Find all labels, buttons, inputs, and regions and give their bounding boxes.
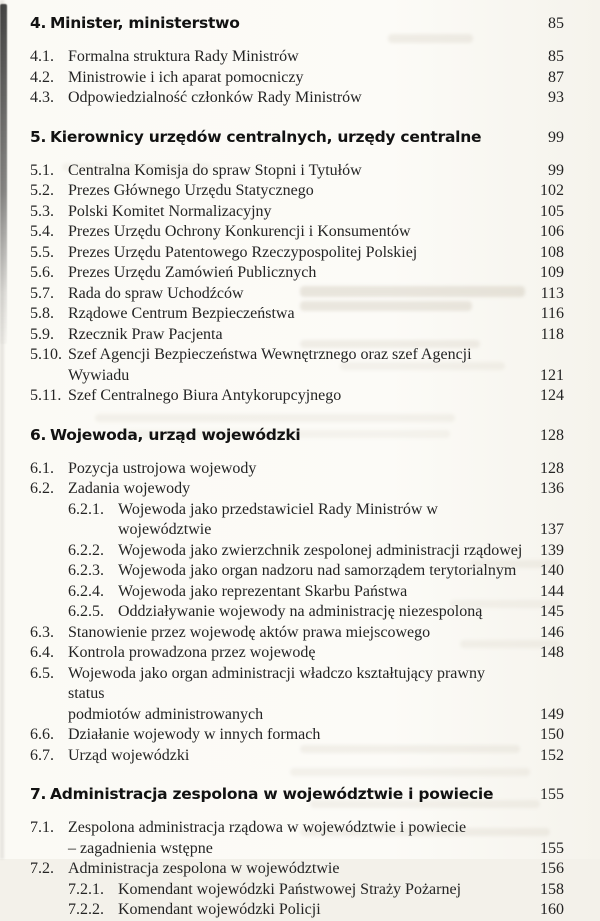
toc-section [30,783,564,921]
entry-title [68,623,524,644]
entry-page-number: 145 [540,603,564,620]
section-title: Wojewoda, urząd wojewódzki [50,425,301,444]
entry-title-line1: Komendant wojewódzki Państwowej Straży Pożarnej [118,880,462,898]
entry-title [68,818,524,859]
section-title: Administracja zespolona w województwie i powiecie [50,785,494,803]
entry-number: 6.2. [30,480,54,497]
entry-title [68,725,524,746]
toc-entry [30,284,564,305]
entry-title-line1: Kontrola prowadzona przez wojewodę [68,644,316,661]
entry-number: 6.3. [30,623,54,641]
entry-title-line1: Prezes Głównego Urzędu Statycznego [68,182,314,199]
entry-title-line1: Centralna Komisja do spraw Stopni i Tytułów [68,161,362,179]
toc-entry [30,263,564,284]
entry-number: 5.9. [30,325,54,343]
entry-title-line2: – zagadnienia wstępne [68,839,213,857]
entry-title [68,284,524,305]
toc-entry [30,818,564,859]
entry-page-number: 139 [540,541,564,559]
toc-entry [68,541,564,562]
toc-entry [68,561,564,582]
entry-page-number: 137 [540,521,564,538]
entry-title-line1: Odpowiedzialność członków Rady Ministrów [68,89,362,106]
entry-title-line1: Stanowienie przez wojewodę aktów prawa miejscowego [68,623,431,641]
entry-number: 5.11. [30,387,62,404]
toc-entry [30,243,564,264]
entry-title-line1: Ministrowie i ich aparat pomocniczy [68,68,304,86]
section-title: Minister, ministerstwo [50,14,240,32]
entry-page-number: 158 [540,880,564,898]
entry-page-number: 105 [540,202,564,220]
entry-page-number: 140 [540,562,564,579]
toc-entry [68,900,564,921]
entry-title-line1: Rzecznik Praw Pacjenta [68,325,223,343]
entry-number: 6.5. [30,664,54,682]
entry-page-number: 136 [540,480,564,497]
entry-number: 6.1. [30,459,54,477]
entry-title [68,459,524,480]
entry-title [118,541,524,562]
section-heading [30,424,564,447]
entry-number: 6.2.4. [68,582,104,600]
entry-title [118,582,524,603]
entry-number: 5.8. [30,305,54,322]
entry-page-number: 106 [540,223,564,240]
section-heading [30,783,564,806]
entry-title [68,88,524,109]
toc-entry [30,47,564,68]
toc-entry [30,623,564,644]
entry-page-number: 109 [540,264,564,281]
entry-title-line1: Wojewoda jako przedstawiciel Rady Ministrów w województwie [118,500,438,538]
entry-title-line1: Wojewoda jako organ administracji władczo kształtujący prawny status [68,664,485,702]
entry-page-number: 99 [548,161,564,179]
entry-title-line1: Prezes Urzędu Ochrony Konkurencji i Konsumentów [68,223,411,240]
entry-number: 6.7. [30,746,54,764]
entry-page-number: 156 [540,860,564,877]
entry-title [68,304,524,325]
entry-title-line1: Rządowe Centrum Bezpieczeństwa [68,305,295,322]
entry-title-line2: podmiotów administrowanych [68,705,264,723]
toc-entry [30,386,564,407]
entry-page-number: 152 [540,746,564,764]
entry-page-number: 146 [540,623,564,641]
entry-title-line1: Komendant wojewódzki Policji [118,901,321,918]
section-number: 5. [30,127,47,146]
entry-title-line1: Administracja zespolona w województwie [68,860,340,877]
entry-title-line1: Prezes Urzędu Zamówień Publicznych [68,264,317,281]
toc-entry [30,746,564,767]
entry-title [68,643,524,664]
toc-entry [68,500,564,541]
entry-number: 5.6. [30,264,54,281]
entry-title-line1: Zespolona administracja rządowa w województwie i powiecie [68,819,467,836]
entry-page-number: 144 [540,582,564,600]
section-number: 6. [30,425,47,444]
toc-entry [30,181,564,202]
entry-title-line1: Polski Komitet Normalizacyjny [68,202,272,220]
entry-title [118,900,524,921]
section-page-number: 85 [548,15,564,32]
entry-page-number: 160 [540,901,564,918]
toc-entry [30,202,564,223]
entry-page-number: 118 [540,325,564,343]
entry-title [68,664,524,726]
entry-number: 4.1. [30,48,54,65]
toc-entry [68,582,564,603]
entry-page-number: 148 [540,644,564,661]
entry-title-line1: Rada do spraw Uchodźców [68,284,244,302]
entry-page-number: 102 [540,182,564,199]
toc-entry [30,68,564,89]
entry-number: 5.5. [30,243,54,261]
entry-number: 5.7. [30,284,54,302]
entry-page-number: 124 [540,387,564,404]
toc-entry [30,459,564,480]
entry-number: 6.2.5. [68,603,104,620]
entry-title-line1: Formalna struktura Rady Ministrów [68,48,299,65]
entry-page-number: 150 [540,726,564,743]
entry-page-number: 121 [540,366,564,384]
entry-title [118,500,524,541]
entry-title-line1: Zadania wojewody [68,480,191,497]
entry-number: 5.2. [30,182,54,199]
entry-title [68,345,524,386]
entry-title [68,161,524,182]
toc-entry [30,304,564,325]
toc-section [30,126,564,407]
toc-entry [30,859,564,880]
entry-number: 6.2.3. [68,562,104,579]
entry-title [68,222,524,243]
entry-title [68,202,524,223]
entry-title-line1: Oddziaływanie wojewody na administrację niezespoloną [118,603,483,620]
entry-title-line1: Działanie wojewody w innych formach [68,726,321,743]
entry-title [68,47,524,68]
entry-number: 5.10. [30,346,62,363]
entry-title-line1: Pozycja ustrojowa wojewody [68,459,257,477]
toc-list [30,12,564,921]
entry-title [68,325,524,346]
entry-title-line1: Wojewoda jako reprezentant Skarbu Państwa [118,582,408,600]
toc-entry [30,345,564,386]
toc-entry [30,222,564,243]
entry-title [68,243,524,264]
toc-entry [30,161,564,182]
entry-number: 5.4. [30,223,54,240]
section-page-number: 99 [548,128,564,146]
entry-title-line1: Szef Centralnego Biura Antykorupcyjnego [68,387,342,404]
toc-entry [30,643,564,664]
entry-title-line1: Wojewoda jako zwierzchnik zespolonej administracji rządowej [118,541,523,559]
entry-number: 6.6. [30,726,54,743]
entry-title [118,561,524,582]
entry-page-number: 85 [548,48,564,65]
entry-page-number: 155 [540,839,564,857]
entry-title [68,181,524,202]
entry-number: 6.4. [30,644,54,661]
section-entries [30,47,564,109]
entry-title [68,746,524,767]
entry-title [68,386,524,407]
toc-section [30,424,564,767]
entry-title [68,68,524,89]
entry-title-line1: Prezes Urzędu Patentowego Rzeczypospolitej Polskiej [68,243,418,261]
section-page-number: 155 [540,786,564,803]
section-page-number: 128 [540,426,564,444]
entry-number: 6.2.2. [68,541,104,559]
toc-entry [30,479,564,500]
entry-number: 4.3. [30,89,54,106]
section-entries [30,459,564,767]
entry-title [118,880,524,901]
toc-entry [68,602,564,623]
entry-page-number: 87 [548,68,564,86]
entry-title [68,859,524,880]
entry-number: 5.3. [30,202,54,220]
toc-entry [30,725,564,746]
section-number: 7. [30,785,47,803]
entry-title-line1: Urząd wojewódzki [68,746,190,764]
toc-entry [30,325,564,346]
toc-entry [30,664,564,726]
entry-page-number: 108 [540,243,564,261]
entry-number: 7.1. [30,819,54,836]
section-entries [30,818,564,921]
toc-entry [30,88,564,109]
entry-page-number: 116 [540,305,564,322]
section-heading [30,12,564,35]
entry-title [118,602,524,623]
entry-title [68,263,524,284]
toc-section [30,12,564,109]
entry-title-line1: Wojewoda jako organ nadzoru nad samorządem terytorialnym [118,562,517,579]
entry-title-line1: Szef Agencji Bezpieczeństwa Wewnętrznego oraz szef Agencji Wywiadu [68,346,472,384]
entry-page-number: 113 [540,284,564,302]
toc-entry [68,880,564,901]
section-heading [30,126,564,149]
entry-number: 7.2.2. [68,901,104,918]
section-title: Kierownicy urzędów centralnych, urzędy centralne [50,127,482,146]
entry-number: 4.2. [30,68,54,86]
entry-title [68,479,524,500]
entry-number: 6.2.1. [68,500,104,518]
section-entries [30,161,564,407]
entry-number: 7.2. [30,860,54,877]
entry-page-number: 128 [540,459,564,477]
entry-number: 7.2.1. [68,880,104,898]
entry-page-number: 93 [548,89,564,106]
entry-number: 5.1. [30,161,54,179]
entry-page-number: 149 [540,705,564,723]
scan-gutter-shadow [0,4,7,344]
section-number: 4. [30,14,47,32]
